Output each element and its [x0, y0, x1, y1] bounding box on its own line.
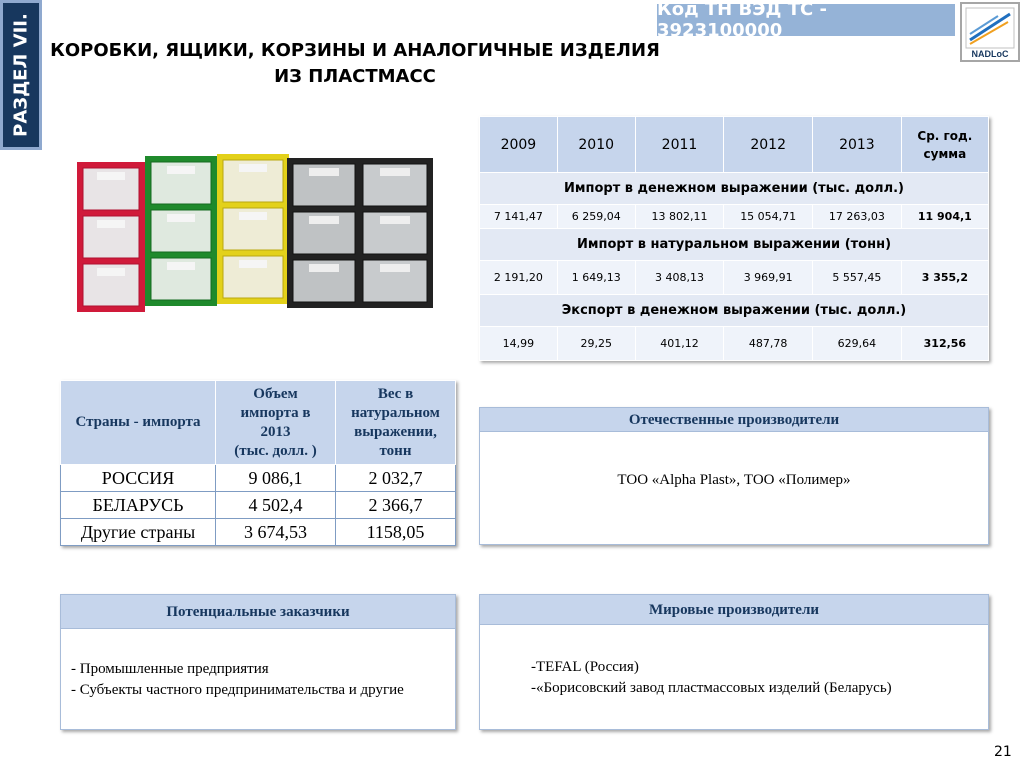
section-tab-label: РАЗДЕЛ VII.: [10, 13, 32, 137]
import-countries-table: [60, 380, 456, 546]
table-row: Другие страны 3 674,53 1158,05: [61, 519, 456, 546]
section-row: [480, 295, 989, 327]
year-cell: 2010: [557, 117, 635, 173]
yellow-drawer-unit: [217, 154, 289, 304]
world-producers-panel: [479, 594, 989, 730]
panel-text: - Промышленные предприятия - Субъекты частного предпринимательства и другие: [71, 661, 404, 698]
green-drawer-unit: [145, 156, 217, 306]
year-cell: 2012: [724, 117, 813, 173]
countries-header-row: [61, 381, 456, 465]
potential-customers-panel: [60, 594, 456, 730]
section-tab: [0, 0, 42, 150]
nadloc-logo: [960, 2, 1020, 62]
avg-value: 11 904,1: [901, 205, 988, 229]
avg-header-cell: Ср. год. сумма: [901, 117, 988, 173]
countries-header: Страны - импорта: [61, 381, 216, 465]
table-row: БЕЛАРУСЬ 4 502,4 2 366,7: [61, 492, 456, 519]
weight-header: Вес в натуральном выражении, тонн: [336, 381, 456, 465]
values-row: 14,99 29,25 401,12 487,78 629,64 312,56: [480, 327, 989, 361]
section-title: Экспорт в денежном выражении (тыс. долл.): [480, 295, 989, 327]
page-title: КОРОБКИ, ЯЩИКИ, КОРЗИНЫ И АНАЛОГИЧНЫЕ ИЗДЕЛИЯ ИЗ ПЛАСТМАСС: [50, 40, 660, 87]
hs-code-badge: Код ТН ВЭД ТС - 3923100000: [657, 4, 955, 36]
values-row: 2 191,20 1 649,13 3 408,13 3 969,91 5 557,45 3 355,2: [480, 261, 989, 295]
panel-title: Отечественные производители: [480, 408, 988, 432]
section-title: Импорт в денежном выражении (тыс. долл.): [480, 173, 989, 205]
year-cell: 2011: [635, 117, 724, 173]
logo-text: NADLoC: [971, 49, 1009, 59]
avg-value: 3 355,2: [901, 261, 988, 295]
volume-header: Объем импорта в 2013 (тыс. долл. ): [216, 381, 336, 465]
year-cell: 2009: [480, 117, 558, 173]
black-drawer-units: [287, 158, 433, 308]
plastic-drawer-units-image: [75, 150, 435, 315]
panel-title: Мировые производители: [480, 595, 988, 625]
page-number: 21: [994, 744, 1012, 760]
panel-title: Потенциальные заказчики: [61, 595, 455, 629]
red-drawer-unit: [77, 162, 145, 312]
years-header-row: [480, 117, 989, 173]
section-row: [480, 173, 989, 205]
panel-text: ТОО «Alpha Plast», ТОО «Полимер»: [617, 472, 851, 488]
avg-value: 312,56: [901, 327, 988, 361]
year-cell: 2013: [813, 117, 902, 173]
trade-stats-table: [479, 116, 989, 361]
section-title: Импорт в натуральном выражении (тонн): [480, 229, 989, 261]
domestic-producers-panel: [479, 407, 989, 545]
section-row: [480, 229, 989, 261]
values-row: 7 141,47 6 259,04 13 802,11 15 054,71 17 263,03 11 904,1: [480, 205, 989, 229]
panel-text: -TEFAL (Россия) -«Борисовский завод пластмассовых изделий (Беларусь): [531, 659, 892, 696]
table-row: РОССИЯ 9 086,1 2 032,7: [61, 465, 456, 492]
